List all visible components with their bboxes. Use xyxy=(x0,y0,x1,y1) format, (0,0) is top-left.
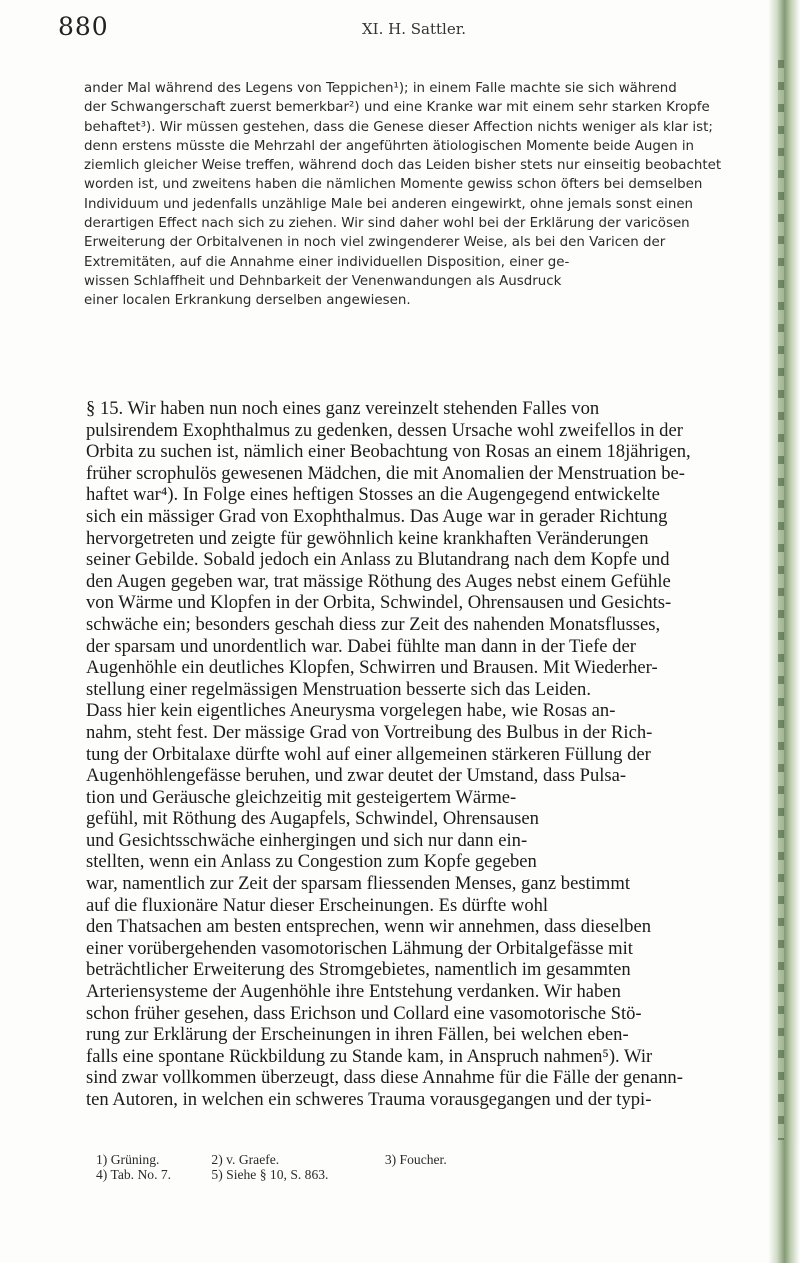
scanned-page-edge xyxy=(768,0,800,1263)
text-line: seiner Gebilde. Sobald jedoch ein Anlass zu Blutandrang nach dem Kopfe und xyxy=(86,549,670,571)
text-line: pulsirendem Exophthalmus zu gedenken, dessen Ursache wohl zweifellos in der xyxy=(86,419,683,441)
text-line: von Wärme und Klopfen in der Orbita, Schwindel, Ohrensausen und Gesichts- xyxy=(86,592,672,614)
text-line: und Gesichtsschwäche einhergingen und sich nur dann ein- xyxy=(86,829,528,851)
footnote: 3) Foucher. xyxy=(384,1152,447,1167)
text-line: sind zwar vollkommen überzeugt, dass diese Annahme für die Fälle der genann- xyxy=(86,1067,683,1089)
page-number: 880 xyxy=(58,12,109,41)
footnote: 5) Siehe § 10, S. 863. xyxy=(211,1167,329,1182)
small-type-paragraph xyxy=(84,79,774,311)
text-line: den Thatsachen am besten entsprechen, wenn wir annehmen, dass dieselben xyxy=(86,916,652,938)
text-line: der sparsam und unordentlich war. Dabei fühlte man dann in der Tiefe der xyxy=(86,635,636,657)
page-header xyxy=(58,8,758,48)
text-line: Dass hier kein eigentliches Aneurysma vorgelegen habe, wie Rosas an- xyxy=(86,700,616,722)
text-line: falls eine spontane Rückbildung zu Stande kam, in Anspruch nahmen⁵). Wir xyxy=(86,1045,653,1067)
text-line: stellung einer regelmässigen Menstruation besserte sich das Leiden. xyxy=(86,678,591,700)
footnote-row xyxy=(96,1167,696,1182)
text-line: sich ein mässiger Grad von Exophthalmus. Das Auge war in gerader Richtung xyxy=(86,505,668,527)
text-line: Augenhöhle ein deutliches Klopfen, Schwirren und Brausen. Mit Wiederher- xyxy=(86,657,658,679)
text-line: worden ist, und zweitens haben die nämlichen Momente gewiss schon öfters bei demselben xyxy=(84,177,703,193)
footnote: 4) Tab. No. 7. xyxy=(96,1167,172,1182)
text-line: rung zur Erklärung der Erscheinungen in ihren Fällen, bei welchen eben- xyxy=(86,1024,629,1046)
text-line: Orbita zu suchen ist, nämlich einer Beobachtung von Rosas an einem 18jährigen, xyxy=(86,441,691,463)
text-line: früher scrophulös gewesenen Mädchen, die mit Anomalien der Menstruation be- xyxy=(86,462,685,484)
text-line: tung der Orbitalaxe dürfte wohl auf einer allgemeinen stärkeren Füllung der xyxy=(86,743,651,765)
text-line: Erweiterung der Orbitalvenen in noch viel zwingenderer Weise, als bei den Varicen der xyxy=(84,235,666,251)
text-line: der Schwangerschaft zuerst bemerkbar²) und eine Kranke war mit einem sehr starken Kropfe xyxy=(84,100,710,116)
text-line: tion und Geräusche gleichzeitig mit gesteigertem Wärme- xyxy=(86,786,517,808)
section-15-paragraph xyxy=(86,398,768,1111)
text-line: wissen Schlaffheit und Dehnbarkeit der Venenwandungen als Ausdruck xyxy=(84,273,562,289)
text-line: war, namentlich zur Zeit der sparsam fliessenden Menses, ganz bestimmt xyxy=(86,873,630,895)
text-line: beträchtlicher Erweiterung des Stromgebietes, namentlich im gesammten xyxy=(86,959,631,981)
text-line: nahm, steht fest. Der mässige Grad von Vortreibung des Bulbus in der Rich- xyxy=(86,721,653,743)
text-line: denn erstens müsste die Mehrzahl der angeführten ätiologischen Momente beide Augen in xyxy=(84,138,695,154)
footnote-row xyxy=(96,1152,696,1167)
text-line: ten Autoren, in welchen ein schweres Trauma vorausgegangen und der typi- xyxy=(86,1089,652,1110)
text-line: § 15. Wir haben nun noch eines ganz vereinzelt stehenden Falles von xyxy=(86,398,600,419)
text-line: Individuum und jedenfalls unzählige Male bei anderen eingewirkt, ohne jemals sonst einen xyxy=(84,196,694,212)
text-line: Augenhöhlengefässe beruhen, und zwar deutet der Umstand, dass Pulsa- xyxy=(86,765,627,787)
text-line: gefühl, mit Röthung des Augapfels, Schwindel, Ohrensausen xyxy=(86,808,539,830)
footnote: 1) Grüning. xyxy=(96,1152,160,1167)
text-line: den Augen gegeben war, trat mässige Röthung des Auges nebst einem Gefühle xyxy=(86,570,671,592)
text-line: behaftet³). Wir müssen gestehen, dass die Genese dieser Affection nichts weniger als klar ist; xyxy=(84,119,713,135)
text-line: ander Mal während des Legens von Teppichen¹); in einem Falle machte sie sich während xyxy=(84,81,677,96)
text-line: derartigen Effect nach sich zu ziehen. Wir sind daher wohl bei der Erklärung der varicösen xyxy=(84,216,690,232)
text-line: schon früher gesehen, dass Erichson und Collard eine vasomotorische Stö- xyxy=(86,1002,642,1024)
text-line: schwäche ein; besonders geschah diess zur Zeit des nahenden Monatsflusses, xyxy=(86,613,661,635)
text-line: einer vorübergehenden vasomotorischen Lähmung der Orbitalgefässe mit xyxy=(86,937,633,959)
text-line: Extremitäten, auf die Annahme einer individuellen Disposition, einer ge- xyxy=(84,254,570,270)
text-line: haftet war⁴). In Folge eines heftigen Stosses an die Augengegend entwickelte xyxy=(86,484,660,506)
page-edge-texture xyxy=(778,60,784,1140)
text-line: hervorgetreten und zeigte für gewöhnlich keine krankhaften Veränderungen xyxy=(86,527,649,549)
text-line: stellten, wenn ein Anlass zu Congestion zum Kopfe gegeben xyxy=(86,851,537,873)
text-line: einer localen Erkrankung derselben angewiesen. xyxy=(84,293,411,309)
footnote: 2) v. Graefe. xyxy=(211,1152,280,1167)
footnotes xyxy=(96,1152,696,1182)
running-title: XI. H. Sattler. xyxy=(362,20,466,38)
text-line: Arteriensysteme der Augenhöhle ihre Entstehung verdanken. Wir haben xyxy=(86,981,621,1003)
text-line: auf die fluxionäre Natur dieser Erscheinungen. Es dürfte wohl xyxy=(86,894,549,916)
text-line: ziemlich gleicher Weise treffen, während doch das Leiden bisher stets nur einseitig beobachtet xyxy=(84,158,722,174)
